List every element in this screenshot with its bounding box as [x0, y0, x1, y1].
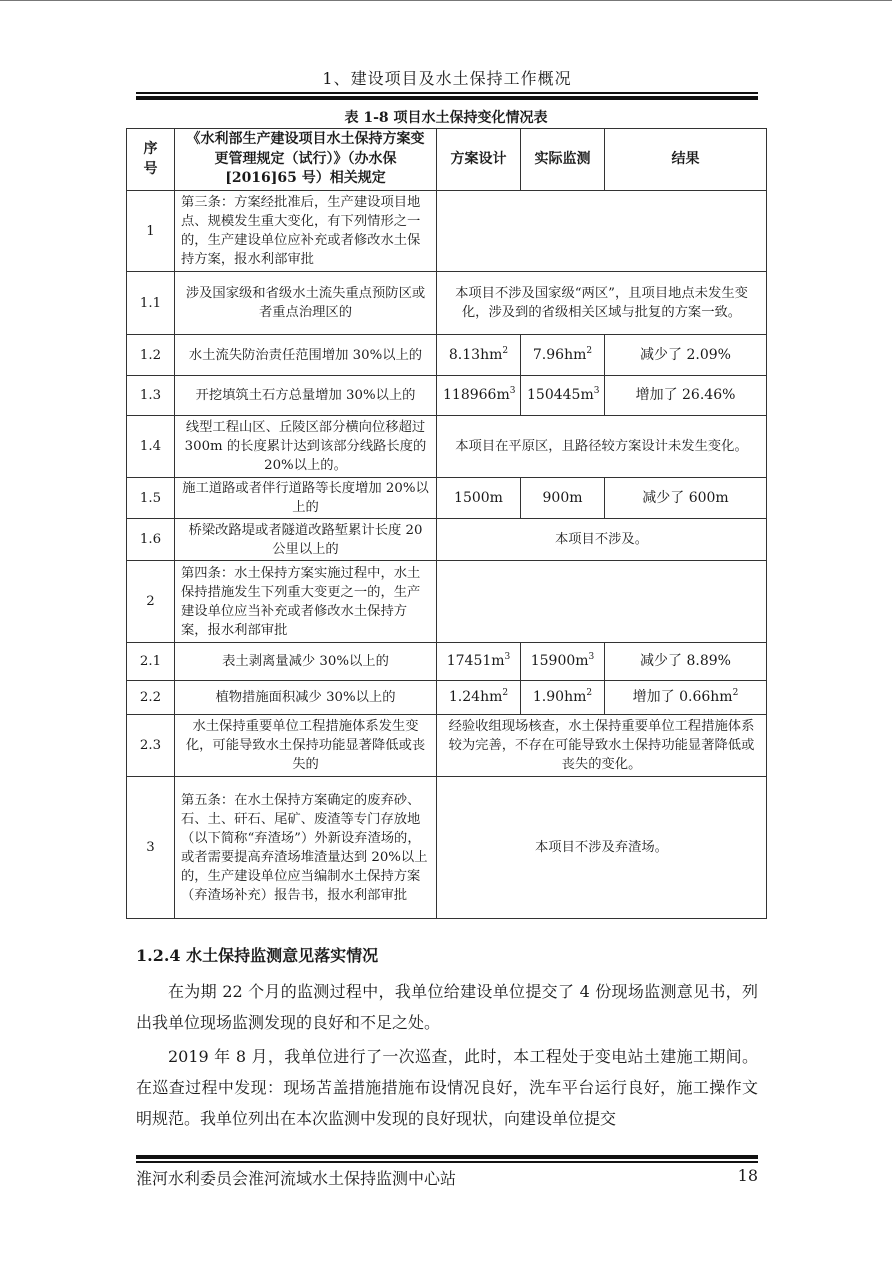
row-rule: 桥梁改路堤或者隧道改路堑累计长度 20 公里以上的	[175, 519, 437, 561]
table-row	[127, 519, 767, 561]
row-seq: 2.2	[127, 681, 175, 715]
table-row	[127, 561, 767, 643]
row-design-value: $8.13hm^2$	[437, 335, 521, 376]
row-design-value: $118966m^3$	[437, 376, 521, 416]
row-monitor-value: $15900m^3$	[521, 643, 605, 681]
row-result: 减少了 600m	[605, 478, 767, 519]
table-header-row	[127, 129, 767, 191]
row-result: 减少了 2.09%	[605, 335, 767, 376]
table-row	[127, 643, 767, 681]
page-top-border	[0, 0, 892, 1]
row-design-value: 1500m	[437, 478, 521, 519]
row-rule: 水土保持重要单位工程措施体系发生变化，可能导致水土保持功能显著降低或丧失的	[175, 715, 437, 777]
row-rule: 线型工程山区、丘陵区部分横向位移超过 300m 的长度累计达到该部分线路长度的 20%以上的。	[175, 416, 437, 478]
column-header-result: 结果	[605, 129, 767, 191]
footer-rule	[136, 1161, 758, 1163]
row-seq: 1.6	[127, 519, 175, 561]
row-rule: 植物措施面积减少 30%以上的	[175, 681, 437, 715]
body-paragraph: 2019 年 8 月，我单位进行了一次巡查，此时，本工程处于变电站土建施工期间。在巡查过程中发现：现场苫盖措施措施布设情况良好，洗车平台运行良好，施工操作文明规范。我单位列出在本次监测中发现的良好现状，向建设单位提交	[136, 1047, 758, 1128]
row-merged-result: 本项目不涉及弃渣场。	[437, 777, 767, 919]
row-seq: 3	[127, 777, 175, 919]
body-paragraph: 在为期 22 个月的监测过程中，我单位给建设单位提交了 4 份现场监测意见书，列出我单位现场监测发现的良好和不足之处。	[136, 982, 758, 1032]
row-rule: 第四条：水土保持方案实施过程中，水土保持措施发生下列重大变更之一的，生产建设单位应当补充或者修改水土保持方案，报水利部审批	[175, 561, 437, 643]
row-seq: 1.3	[127, 376, 175, 416]
column-header-design: 方案设计	[437, 129, 521, 191]
row-seq: 2	[127, 561, 175, 643]
section-heading: 1.2.4 水土保持监测意见落实情况	[136, 946, 379, 965]
row-monitor-value: $150445m^3$	[521, 376, 605, 416]
table-row	[127, 335, 767, 376]
row-rule: 第五条：在水土保持方案确定的废弃砂、石、土、矸石、尾矿、废渣等专门存放地（以下简称“弃渣场”）外新设弃渣场的，或者需要提高弃渣场堆渣量达到 20%以上的，生产建设单位应当编制水土保持方案（弃渣场补充）报告书，报水利部审批	[175, 777, 437, 919]
header-rule-thick	[136, 96, 758, 100]
header-rule	[136, 92, 758, 94]
row-monitor-value: $7.96hm^2$	[521, 335, 605, 376]
row-monitor-value: $1.90hm^2$	[521, 681, 605, 715]
row-merged-result: 经验收组现场核查，水土保持重要单位工程措施体系较为完善，不存在可能导致水土保持功能显著降低或丧失的变化。	[437, 715, 767, 777]
column-header-monitor: 实际监测	[521, 129, 605, 191]
row-result: 增加了 26.46%	[605, 376, 767, 416]
row-rule: 第三条：方案经批准后，生产建设项目地点、规模发生重大变化，有下列情形之一的，生产建设单位应补充或者修改水土保持方案，报水利部审批	[175, 191, 437, 272]
row-rule: 水土流失防治责任范围增加 30%以上的	[175, 335, 437, 376]
running-header: 1、建设项目及水土保持工作概况	[322, 69, 572, 88]
row-rule: 施工道路或者伴行道路等长度增加 20%以上的	[175, 478, 437, 519]
table-row	[127, 681, 767, 715]
row-seq: 1.4	[127, 416, 175, 478]
table-row	[127, 715, 767, 777]
row-seq: 2.3	[127, 715, 175, 777]
row-merged-result: 本项目不涉及国家级“两区”，且项目地点未发生变化，涉及到的省级相关区域与批复的方案一致。	[437, 272, 767, 335]
row-rule: 开挖填筑土石方总量增加 30%以上的	[175, 376, 437, 416]
table-row	[127, 478, 767, 519]
row-design-value: $1.24hm^2$	[437, 681, 521, 715]
row-rule: 表土剥离量减少 30%以上的	[175, 643, 437, 681]
row-merged-result: 本项目不涉及。	[437, 519, 767, 561]
page-number: 18	[737, 1166, 758, 1185]
table-row	[127, 376, 767, 416]
row-result: 减少了 8.89%	[605, 643, 767, 681]
row-merged-result: 本项目在平原区，且路径较方案设计未发生变化。	[437, 416, 767, 478]
column-header-rule: 《水利部生产建设项目水土保持方案变更管理规定（试行）》（办水保[2016]65 号）相关规定	[175, 129, 437, 191]
row-seq: 1.2	[127, 335, 175, 376]
row-monitor-value: 900m	[521, 478, 605, 519]
table-row	[127, 416, 767, 478]
table-row	[127, 191, 767, 272]
row-seq: 1.1	[127, 272, 175, 335]
row-design-value: $17451m^3$	[437, 643, 521, 681]
row-merged-result	[437, 561, 767, 643]
row-rule: 涉及国家级和省级水土流失重点预防区或者重点治理区的	[175, 272, 437, 335]
column-header-seq: 序号	[127, 129, 175, 191]
footer-organization: 淮河水利委员会淮河流域水土保持监测中心站	[136, 1169, 457, 1188]
footer-rule-thick	[136, 1155, 758, 1159]
row-seq: 2.1	[127, 643, 175, 681]
soil-conservation-change-table	[126, 128, 767, 919]
row-seq: 1	[127, 191, 175, 272]
row-result: 增加了 $0.66hm^2$	[605, 681, 767, 715]
table-row	[127, 777, 767, 919]
table-row	[127, 272, 767, 335]
row-merged-result	[437, 191, 767, 272]
table-caption: 表 1-8 项目水土保持变化情况表	[344, 110, 548, 126]
row-seq: 1.5	[127, 478, 175, 519]
